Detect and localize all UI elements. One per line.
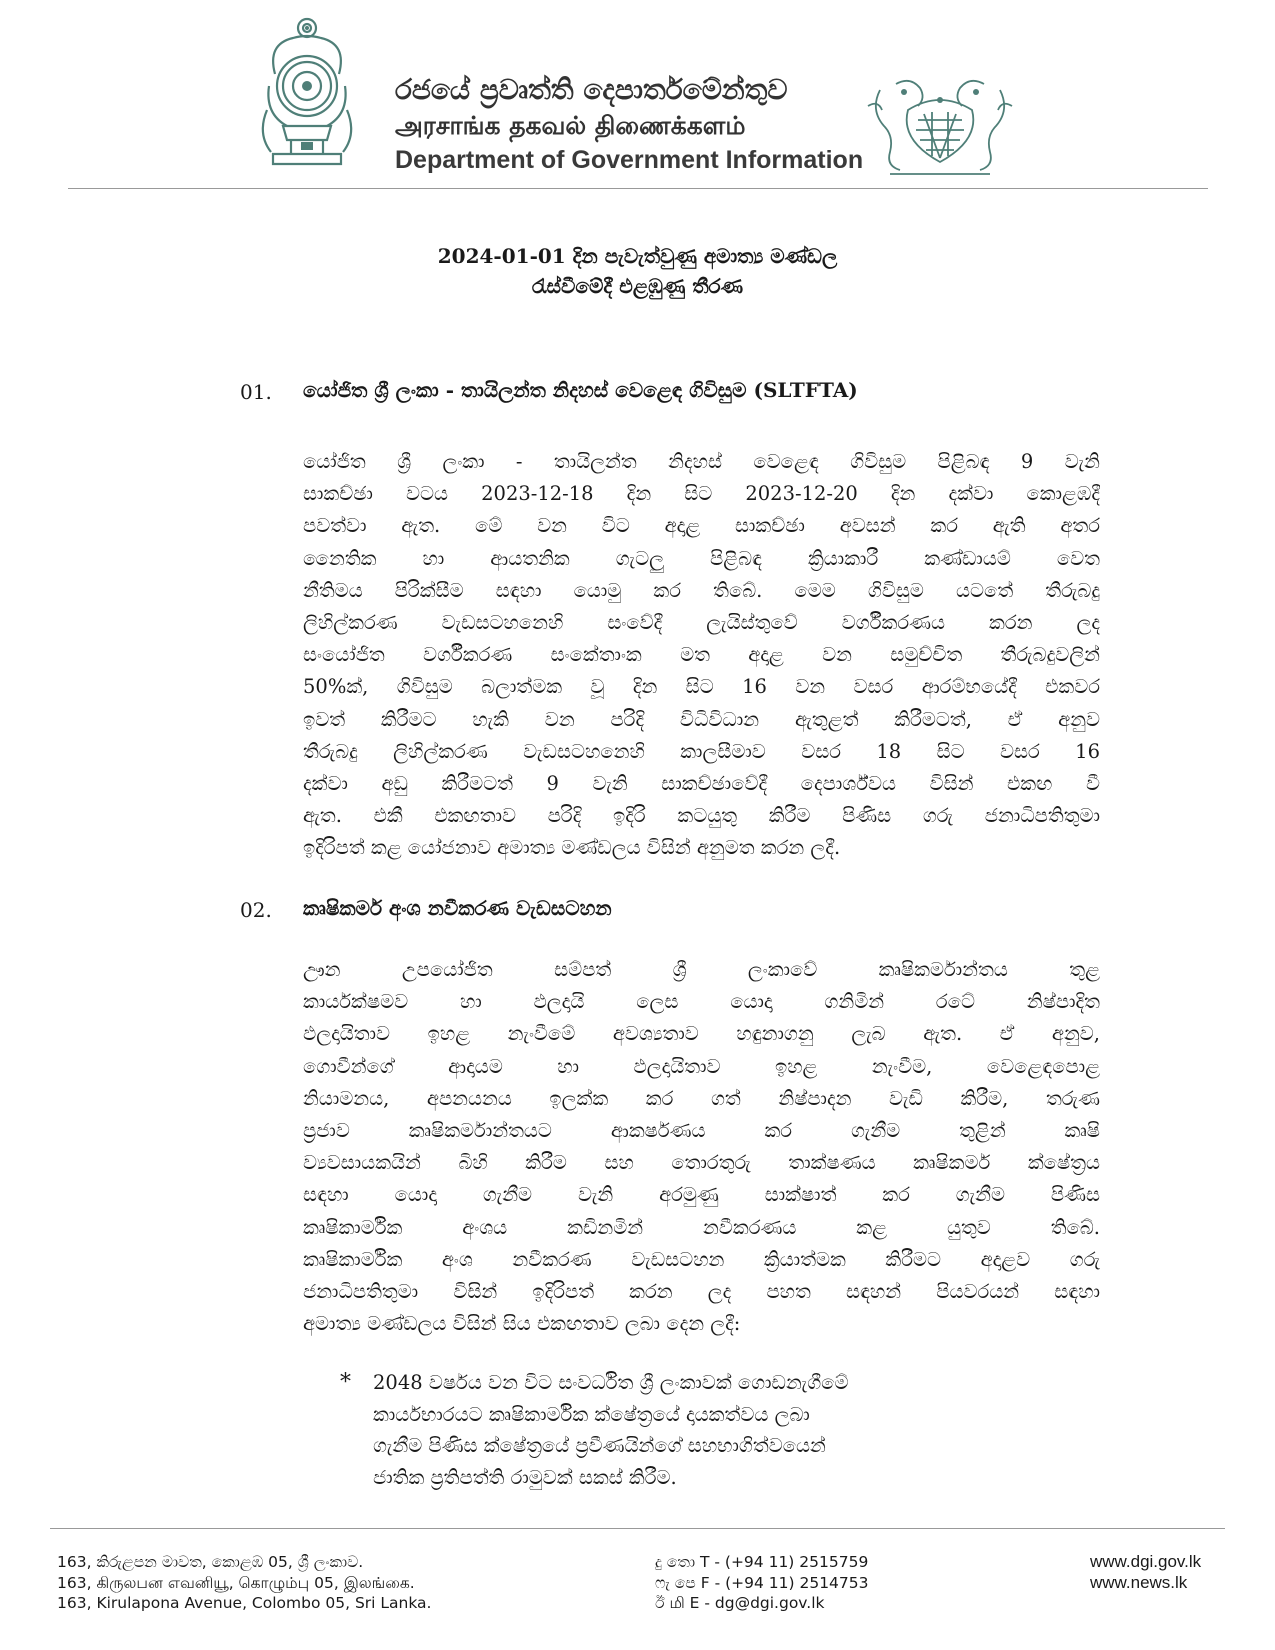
paragraph-line: කාර්යක්ෂමව හා ඵලදායි ලෙස යොදා ගනිමින් රටේ නිෂ්පාදිත — [303, 990, 1100, 1014]
paragraph-line: ව්‍යවසායකයින් බිහි කිරීම සහ තොරතුරු තාක්ෂණය කෘෂිකර්ම ක්ෂේත්‍රය — [303, 1151, 1100, 1175]
bullet-line: කාර්යභාරයට කෘෂිකාර්මික ක්ෂේත්‍රයේ දායකත්වය ලබා — [373, 1402, 810, 1426]
bullet-line: 2048 වර්ෂය වන විට සංවර්ධිත ශ්‍රී ලංකාවක් ගොඩනැගීමේ — [373, 1371, 849, 1394]
section-heading: කෘෂිකර්ම අංශ නවීකරණ වැඩසටහන — [303, 896, 612, 920]
section-paragraph — [303, 954, 1100, 1340]
section-heading: යෝජිත ශ්‍රී ලංකා - තායිලන්ත නිදහස් වෙළෙඳ ගිවිසුම (SLTFTA) — [303, 378, 858, 402]
org-name-english: Department of Government Information — [395, 146, 864, 174]
department-header — [395, 72, 863, 176]
org-name-tamil: அரசாங்க தகவல் திணைக்களம் — [395, 111, 746, 140]
address-line: 163, කිරුළපන මාවත, කොළඹ 05, ශ්‍රී ලංකාව. — [57, 1553, 364, 1571]
bullet-line: ගැනීම පිණිස ක්ෂේත්‍රයේ ප්‍රවීණයින්ගේ සහභාගිත්වයෙන් — [373, 1434, 826, 1457]
paragraph-line: නීතිමය පිරික්සීම සඳහා යොමු කර තිබේ. මෙම ගිවිසුම යටතේ තීරුබදු — [303, 578, 1100, 602]
paragraph-line: නියාමනය, අපනයනය ඉලක්ක කර ගත් නිෂ්පාදන වැඩි කිරීම, තරුණ — [303, 1086, 1100, 1110]
section-number: 02. — [240, 898, 272, 922]
paragraph-line: සඳහා යොදා ගැනීම වැනි අරමුණු සාක්ෂාත් කර ගැනීම පිණිස — [303, 1183, 1100, 1207]
paragraph-line: පවත්වා ඇත. මේ වන විට අදාළ සාකච්ඡා අවසන් කර ඇති අතර — [303, 514, 1100, 538]
paragraph-line: නෛතික හා ආයතනික ගැටලු පිළිබඳ ක්‍රියාකාරී කණ්ඩායම් වෙත — [303, 546, 1100, 570]
paragraph-line: සංයෝජිත වර්ගීකරණ සංකේතාංක මත අදාළ වන සමුච්චිත තීරුබදුවලින් — [303, 643, 1100, 667]
footer-address — [57, 1552, 431, 1614]
header-divider — [68, 188, 1208, 189]
paragraph-line: ඵලදායිතාව ඉහළ නැංවීමේ අවශ්‍යතාව හඳුනාගනු ලැබ ඇත. ඒ අනුව, — [303, 1022, 1100, 1046]
paragraph-line: සාකච්ඡා වටය 2023-12-18 දින සිට 2023-12-20 දින දක්වා කොළඹදී — [303, 482, 1100, 506]
document-title — [0, 241, 1275, 301]
paragraph-line: දක්වා අඩු කිරීමටත් 9 වැනි සාකච්ඡාවේදී දෙපාර්ශ්වය විසින් එකඟ වී — [303, 771, 1100, 795]
paragraph-line: ඉවත් කිරීමට හැකි වන පරිදි විධිවිධාන ඇතුළත් කිරීමටත්, ඒ අනුව — [303, 707, 1100, 731]
footer-contacts — [655, 1552, 869, 1614]
website-link-dgi[interactable]: www.dgi.gov.lk — [1090, 1552, 1202, 1571]
paragraph-line: තීරුබදු ලිහිල්කරණ වැඩසටහනෙහි කාලසීමාව වසර 18 සිට වසර 16 — [303, 739, 1100, 763]
footer-divider — [50, 1528, 1225, 1529]
bullet-line: ජාතික ප්‍රතිපත්ති රාමුවක් සකස් කිරීම. — [373, 1465, 677, 1489]
address-line: 163, கிருலபன எவனியூ, கொழும்பு 05, இலங்கை. — [57, 1573, 415, 1592]
bullet-item — [373, 1367, 1021, 1493]
email-link[interactable]: ඊ மி E - dg@dgi.gov.lk — [655, 1594, 825, 1612]
paragraph-line: ඉදිරිපත් කළ යෝජනාව අමාත්‍ය මණ්ඩලය විසින් අනුමත කරන ලදී. — [303, 836, 841, 860]
paragraph-line: 50%ක්, ගිවිසුම බලාත්මක වූ දින සිට 16 වන වසර ආරම්භයේදී එකවර — [303, 675, 1100, 699]
org-name-sinhala: රජයේ ප්‍රවෘත්ති දෙපාර්තමේන්තුව — [395, 73, 788, 106]
paragraph-line: යෝජිත ශ්‍රී ලංකා - තායිලන්ත නිදහස් වෙළෙඳ ගිවිසුම පිළිබඳ 9 වැනි — [303, 450, 1100, 473]
bullet-asterisk: * — [340, 1370, 351, 1395]
section-number: 01. — [240, 380, 272, 404]
address-line: 163, Kirulapona Avenue, Colombo 05, Sri Lanka. — [57, 1594, 432, 1612]
paragraph-line: කෘෂිකාර්මික අංශ නවීකරණ වැඩසටහන ක්‍රියාත්මක කිරීමට අදාළව ගරු — [303, 1247, 1100, 1271]
phone-line: දු තො T - (+94 11) 2515759 — [655, 1553, 869, 1571]
paragraph-line: ඇත. එකී එකඟතාව පරිදි ඉදිරි කටයුතු කිරීම පිණිස ගරු ජනාධිපතිතුමා — [303, 804, 1100, 828]
paragraph-line: කෘෂිකාර්මික අංශය කඩිනමින් නවීකරණය කළ යුතුව තිබේ. — [303, 1215, 1100, 1239]
fax-line: ෆැ පෙ F - (+94 11) 2514753 — [655, 1573, 869, 1592]
paragraph-line: ප්‍රජාව කෘෂිකර්මාන්තයට ආකර්ෂණය කර ගැනීම තුළින් කෘෂි — [303, 1118, 1100, 1142]
paragraph-line: ගොවීන්ගේ ආදායම හා ඵලදායිතාව ඉහළ නැංවීම, වෙළෙඳපොළ — [303, 1054, 1100, 1078]
title-line: 2024-01-01 දින පැවැත්වුණු අමාත්‍ය මණ්ඩල — [437, 244, 838, 268]
title-line: රැස්වීමේදී එළඹුණු තීරණ — [531, 274, 744, 298]
section-paragraph — [303, 446, 1100, 864]
paragraph-line: ලිහිල්කරණ වැඩසටහනෙහි සංවේදී ලැයිස්තුවේ වර්ගීකරණය කරන ලද — [303, 610, 1100, 634]
sri-lanka-emblem-icon — [257, 14, 357, 170]
footer-websites — [1090, 1552, 1201, 1593]
paragraph-line: අමාත්‍ය මණ්ඩලය විසින් සිය එකඟතාව ලබා දෙන ලදී: — [303, 1312, 741, 1336]
paragraph-line: ඌන උපයෝජිත සම්පත් ශ්‍රී ලංකාවේ කෘෂිකර්මාන්තය තුළ — [303, 958, 1100, 981]
traditional-ornament-icon — [860, 70, 1020, 180]
website-link-news[interactable]: www.news.lk — [1090, 1572, 1188, 1592]
paragraph-line: ජනාධිපතිතුමා විසින් ඉදිරිපත් කරන ලද පහත සඳහන් පියවරයන් සඳහා — [303, 1279, 1100, 1303]
